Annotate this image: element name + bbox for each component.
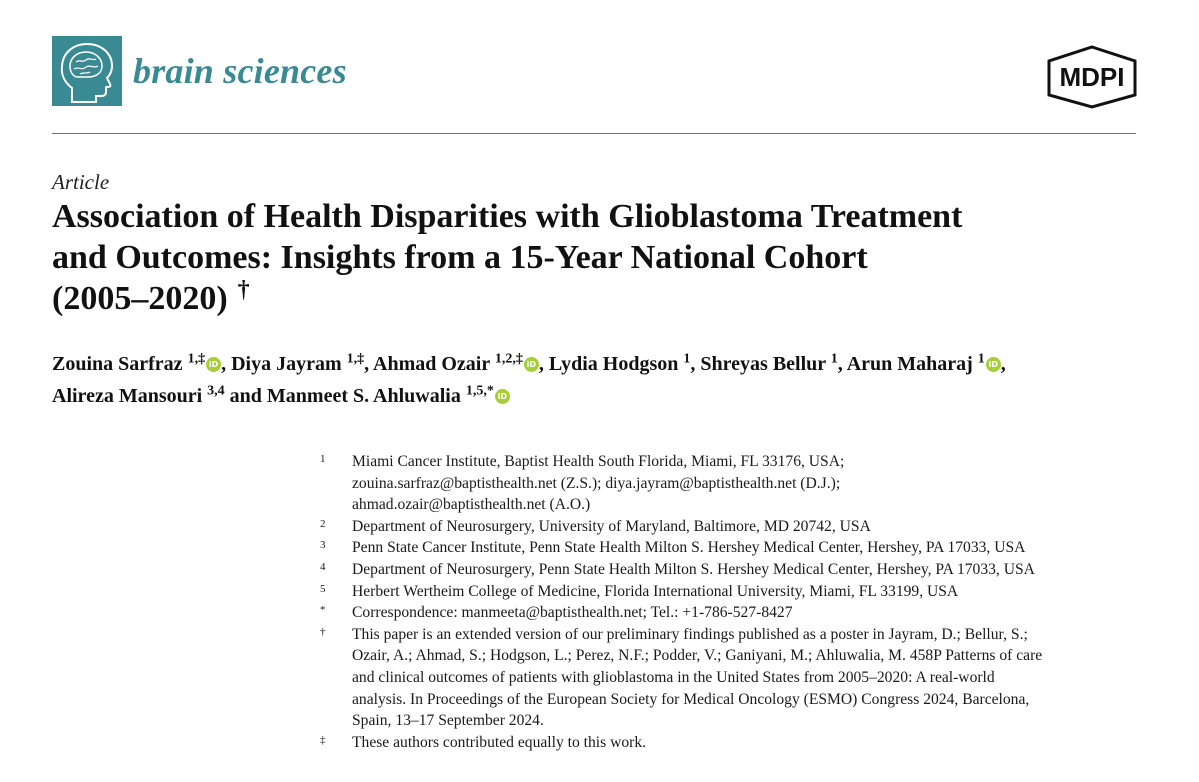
journal-name: brain sciences	[133, 51, 347, 91]
affiliation-text: Herbert Wertheim College of Medicine, Florida International University, Miami, FL 33199, USA	[352, 582, 959, 600]
footnote-item	[318, 732, 1148, 754]
author-affiliation-mark: 1	[683, 351, 691, 367]
title-footnote-mark: †	[237, 276, 250, 303]
affiliation-mark: 2	[320, 517, 326, 530]
footnote-line: This paper is an extended version of our preliminary findings published as a poster in Jayram, D.; Bellur, S.;	[352, 625, 1028, 643]
journal-logo-icon	[52, 36, 122, 106]
author-separator: and	[224, 385, 267, 407]
author-name: Lydia Hodgson	[548, 353, 679, 375]
author-name: Zouina Sarfraz	[52, 353, 183, 375]
author-name: Arun Maharaj	[846, 353, 973, 375]
footnote-line: analysis. In Proceedings of the European Society for Medical Oncology (ESMO) Congress 2024, Barcelona,	[352, 690, 1030, 708]
footnote-text: These authors contributed equally to this work.	[352, 733, 647, 751]
correspondence-item	[318, 602, 1148, 624]
affiliation-item	[318, 537, 1148, 559]
affiliation-item	[318, 581, 1148, 603]
title-line: Association of Health Disparities with Glioblastoma Treatment	[52, 198, 963, 235]
orcid-icon[interactable]: iD	[206, 357, 221, 372]
affiliation-mark: *	[320, 604, 326, 617]
author-separator: ,	[837, 353, 847, 375]
author	[52, 385, 267, 407]
author-affiliation-mark: 3,4	[207, 383, 225, 399]
author-affiliation-mark: 1	[830, 351, 838, 367]
author-affiliation-mark: 1,2,‡	[494, 351, 523, 367]
footnote-line: and clinical outcomes of patients with glioblastoma in the United States from 2005–2020: A real-world	[352, 668, 995, 686]
author-name: Manmeet S. Ahluwalia	[266, 385, 461, 407]
author-separator: ,	[690, 353, 701, 375]
publisher-name: MDPI	[1059, 62, 1125, 92]
affiliation-line: ahmad.ozair@baptisthealth.net (A.O.)	[352, 496, 591, 514]
affiliation-text: Department of Neurosurgery, Penn State Health Milton S. Hershey Medical Center, Hershey, PA 17033, USA	[352, 560, 1035, 578]
article-type: Article	[52, 170, 110, 194]
affiliation-mark: 4	[320, 560, 326, 573]
author-name: Alireza Mansouri	[52, 385, 203, 407]
author-affiliation-mark: 1,‡	[187, 351, 206, 367]
author-separator: ,	[364, 353, 374, 375]
header-divider	[52, 133, 1136, 134]
author-name: Shreyas Bellur	[700, 353, 826, 375]
affiliation-line: Miami Cancer Institute, Baptist Health South Florida, Miami, FL 33176, USA;	[352, 453, 845, 470]
affiliations-list	[318, 451, 1148, 753]
author-name: Diya Jayram	[231, 353, 342, 375]
correspondence-text: Correspondence: manmeeta@baptisthealth.net; Tel.: +1-786-527-8427	[352, 604, 793, 622]
author	[373, 353, 549, 375]
author-affiliation-mark: 1,‡	[346, 351, 365, 367]
affiliation-mark: 5	[320, 582, 326, 595]
author-affiliation-mark: 1,5,*	[465, 383, 494, 399]
author-separator: ,	[538, 353, 549, 375]
orcid-icon[interactable]: iD	[495, 389, 510, 404]
footnote-item	[318, 624, 1148, 732]
orcid-icon[interactable]: iD	[986, 357, 1001, 372]
affiliation-text: Penn State Cancer Institute, Penn State Health Milton S. Hershey Medical Center, Hershey, PA 17033, USA	[352, 539, 1026, 557]
author-separator: ,	[1000, 353, 1006, 375]
footnote-line: Ozair, A.; Ahmad, S.; Hodgson, L.; Perez, N.F.; Podder, V.; Ganiyani, M.; Ahluwalia, M. 458P Patterns of care	[352, 647, 1043, 665]
affiliation-line: zouina.sarfraz@baptisthealth.net (Z.S.); diya.jayram@baptisthealth.net (D.J.);	[352, 474, 841, 492]
orcid-icon[interactable]: iD	[524, 357, 539, 372]
affiliation-mark: 3	[320, 539, 326, 552]
affiliation-mark: 1	[320, 453, 326, 465]
affiliation-mark: ‡	[320, 733, 326, 746]
author	[52, 353, 231, 375]
author-list	[52, 348, 1172, 412]
author	[231, 353, 373, 375]
footnote-line: Spain, 13–17 September 2024.	[352, 712, 544, 730]
author-separator: ,	[221, 353, 232, 375]
author	[847, 353, 1006, 375]
title-line	[52, 278, 1152, 319]
affiliation-text: Department of Neurosurgery, University of Maryland, Baltimore, MD 20742, USA	[352, 517, 871, 535]
title-line-3: (2005–2020)	[52, 280, 228, 317]
author-affiliation-mark: 1	[977, 351, 985, 367]
author	[267, 385, 510, 407]
footnote-text	[352, 624, 1148, 732]
article-title	[52, 196, 1152, 319]
affiliation-text	[352, 451, 1148, 516]
author	[549, 353, 701, 375]
affiliation-mark: †	[320, 625, 326, 638]
author-name: Ahmad Ozair	[373, 353, 490, 375]
author	[700, 353, 846, 375]
affiliation-item	[318, 516, 1148, 538]
publisher-logo	[1040, 45, 1144, 109]
affiliation-item	[318, 451, 1148, 516]
affiliation-item	[318, 559, 1148, 581]
title-line: and Outcomes: Insights from a 15-Year National Cohort	[52, 239, 868, 276]
